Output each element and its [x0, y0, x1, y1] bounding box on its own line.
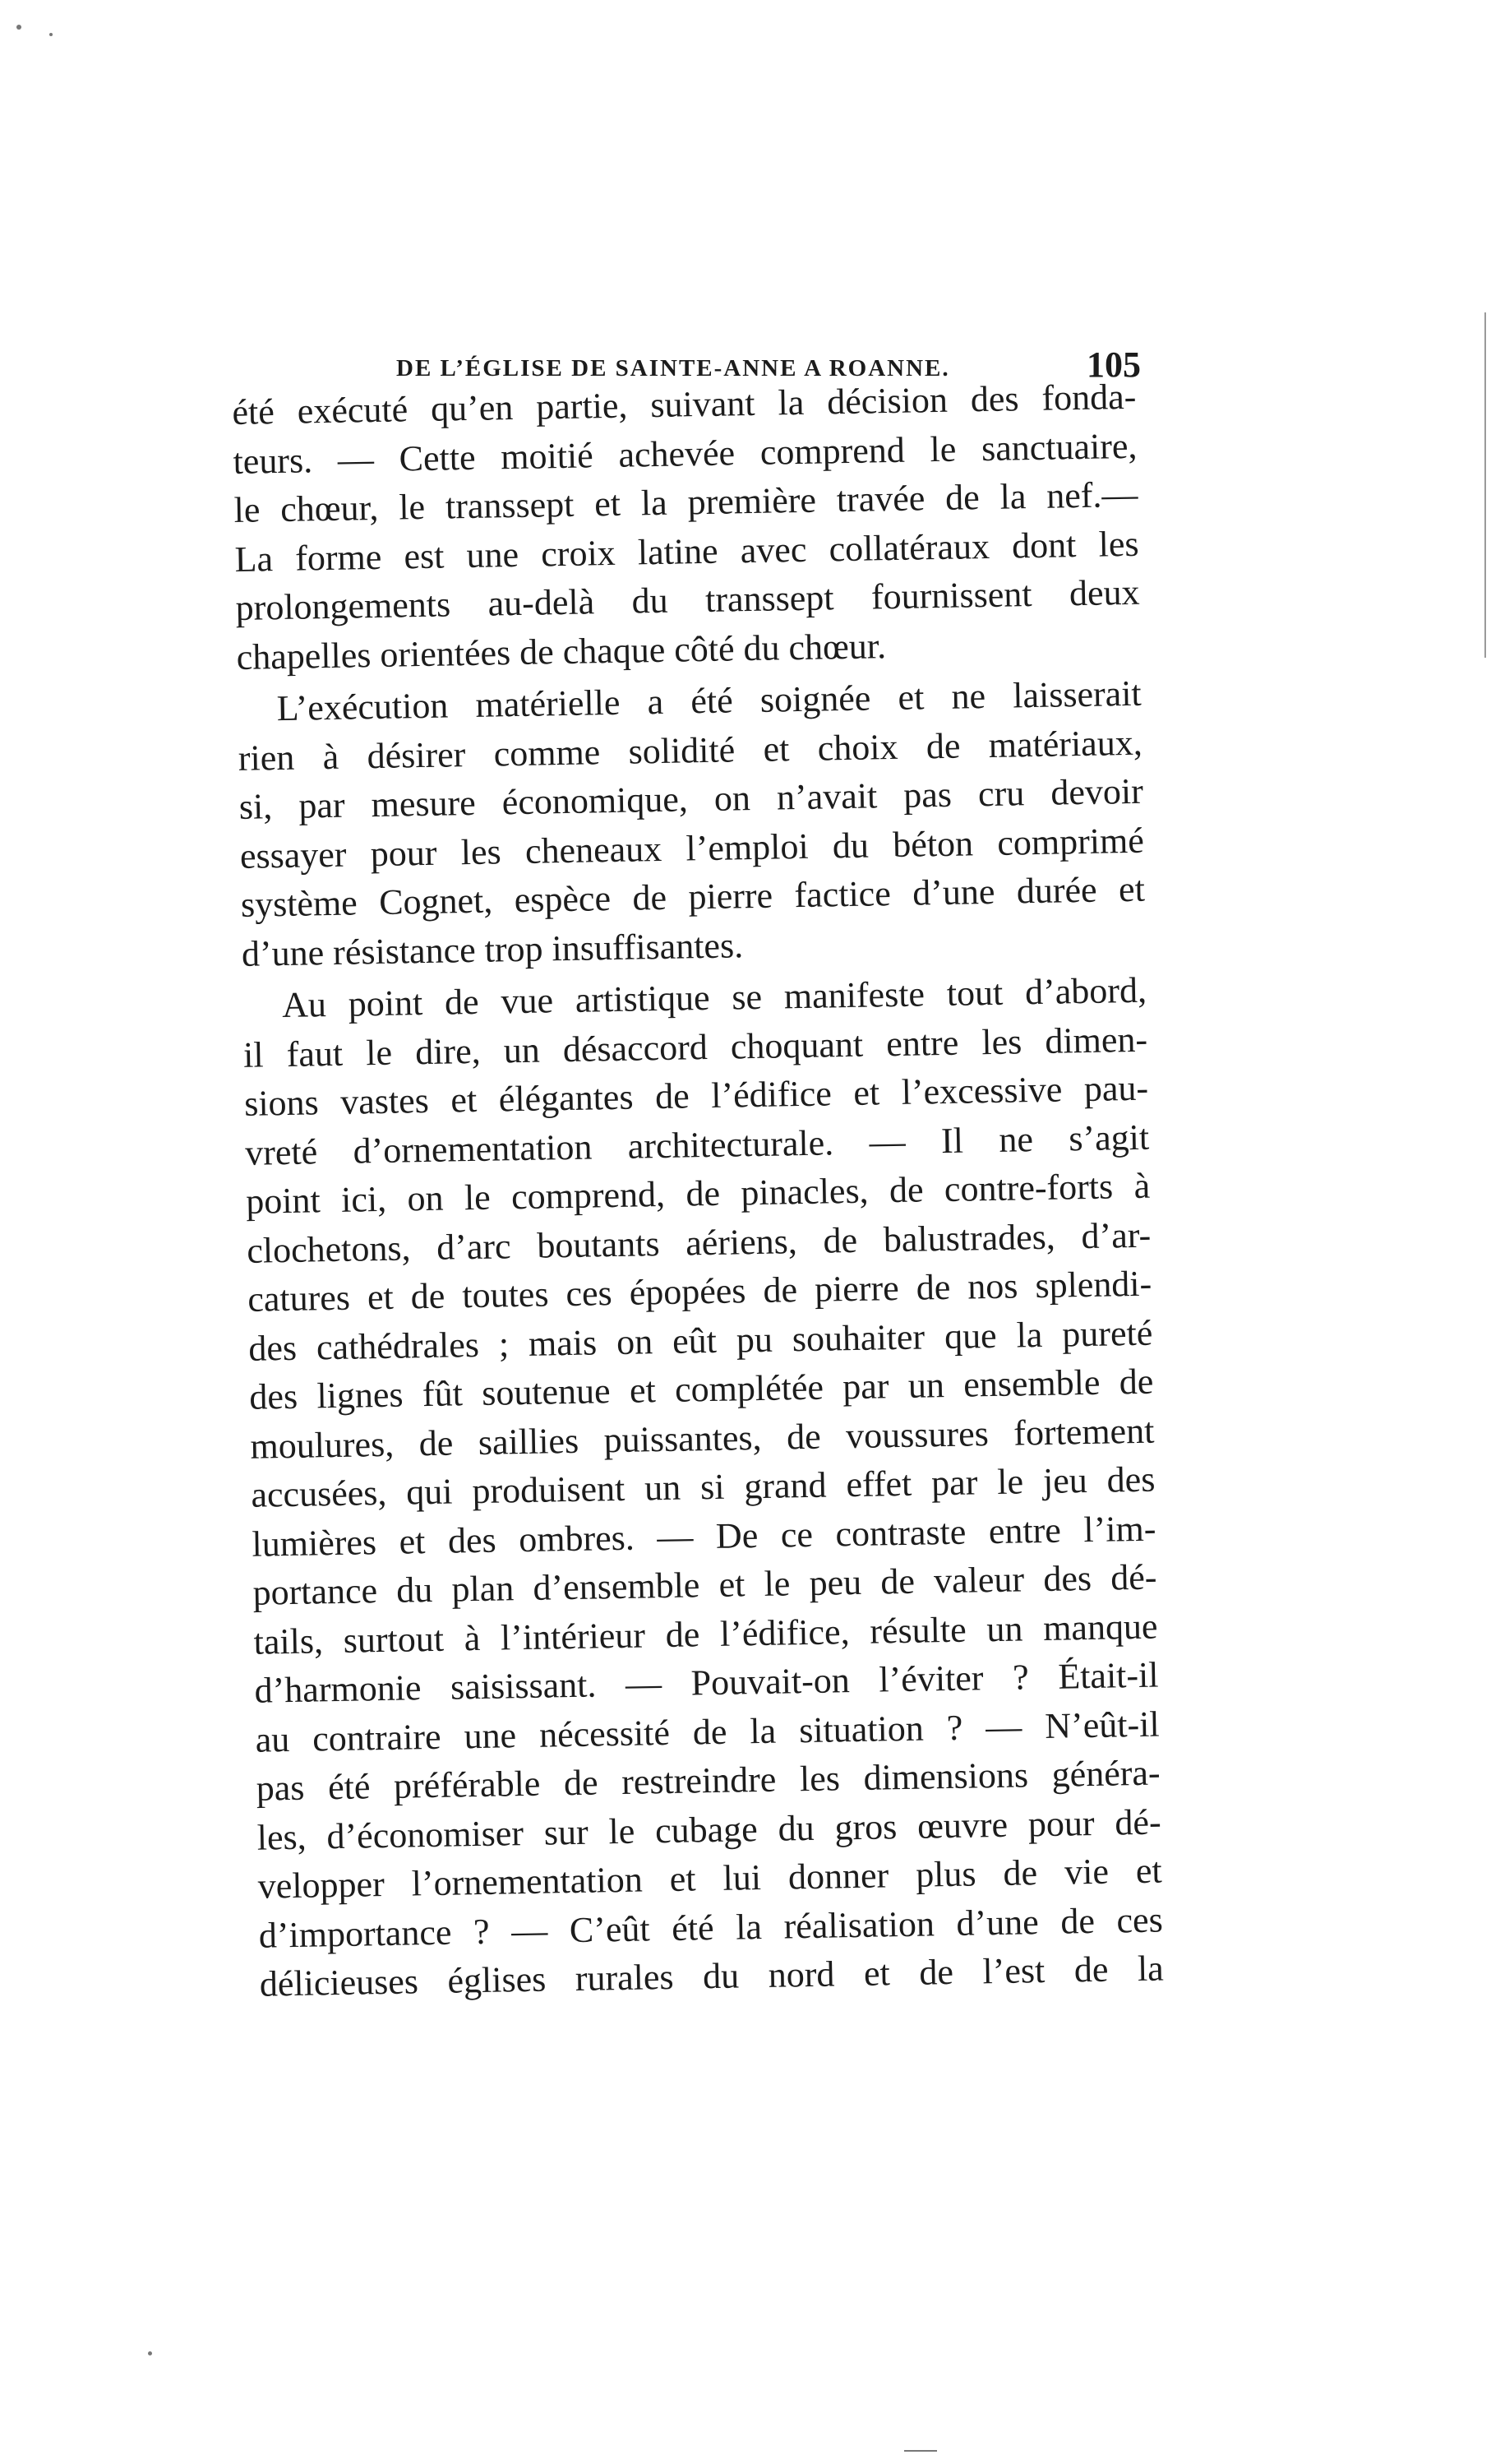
- text-line: système Cognet, espèce de pierre factice d’une durée et: [240, 868, 1146, 925]
- text-line: sions vastes et élégantes de l’édifice et l’excessive pau-: [243, 1067, 1149, 1124]
- paragraph: [237, 669, 1146, 978]
- text-line: si, par mesure économique, on n’avait pas cru devoir: [238, 770, 1144, 827]
- text-line: délicieuses églises rurales du nord et de l’est de la: [259, 1948, 1165, 2004]
- text-line: rien à désirer comme solidité et choix de matériaux,: [238, 722, 1143, 779]
- text-line: vreté d’ornementation architecturale. — Il ne s’agit: [244, 1116, 1150, 1173]
- running-title: DE L’ÉGLISE DE SAINTE-ANNE A ROANNE.: [396, 355, 950, 381]
- text-line: moulures, de saillies puissantes, de voussures fortement: [250, 1410, 1155, 1467]
- paragraph: [232, 372, 1141, 682]
- scan-speck: [16, 25, 21, 30]
- text-line: au contraire une nécessité de la situation ? — N’eût-il: [255, 1704, 1160, 1760]
- text-line: accusées, qui produisent un si grand effet par le jeu des: [251, 1459, 1156, 1515]
- text-line: portance du plan d’ensemble et le peu de valeur des dé-: [252, 1556, 1157, 1613]
- body-text: [232, 372, 1164, 2009]
- text-line: d’une résistance trop insuffisantes.: [241, 924, 744, 974]
- text-line: des cathédrales ; mais on eût pu souhaiter que la pureté: [247, 1312, 1153, 1369]
- text-line: été exécuté qu’en partie, suivant la décision des fonda-: [232, 376, 1137, 432]
- scan-margin-line: [1484, 312, 1486, 658]
- text-line: teurs. — Cette moitié achevée comprend le sanctuaire,: [233, 425, 1138, 482]
- text-line: prolongements au-delà du transsept fournissent deux: [235, 571, 1140, 628]
- scan-speck: [904, 2450, 937, 2452]
- text-line: Au point de vue artistique se manifeste tout d’abord,: [281, 969, 1147, 1026]
- text-line: pas été préférable de restreindre les dimensions généra-: [256, 1752, 1161, 1809]
- text-line: lumières et des ombres. — De ce contraste entre l’im-: [252, 1508, 1156, 1565]
- text-line: d’harmonie saisissant. — Pouvait-on l’éviter ? Était-il: [254, 1654, 1159, 1711]
- text-line: chapelles orientées de chaque côté du chœur.: [236, 625, 887, 677]
- text-line: il faut le dire, un désaccord choquant entre les dimen-: [242, 1019, 1148, 1075]
- text-line: clochetons, d’arc boutants aériens, de balustrades, d’ar-: [246, 1214, 1152, 1271]
- page-number: 105: [1087, 344, 1141, 385]
- text-line: les, d’économiser sur le cubage du gros œuvre pour dé-: [256, 1801, 1162, 1858]
- text-line: velopper l’ornementation et lui donner plus de vie et: [257, 1850, 1163, 1907]
- text-line: La forme est une croix latine avec collatéraux dont les: [234, 523, 1139, 580]
- scan-speck: [148, 2351, 152, 2355]
- text-line: le chœur, le transsept et la première travée de la nef.—: [233, 474, 1138, 530]
- text-line: L’exécution matérielle a été soignée et ne laisserait: [276, 673, 1142, 729]
- text-line: des lignes fût soutenue et complétée par un ensemble de: [248, 1361, 1154, 1417]
- text-line: point ici, on le comprend, de pinacles, de contre-forts à: [245, 1165, 1151, 1222]
- text-line: catures et de toutes ces épopées de pierre de nos splendi-: [247, 1263, 1152, 1320]
- text-line: essayer pour les cheneaux l’emploi du béton comprimé: [239, 820, 1145, 876]
- paragraph: [242, 966, 1165, 2009]
- text-line: d’importance ? — C’eût été la réalisation d’une de ces: [258, 1899, 1164, 1956]
- scan-speck: [49, 33, 53, 36]
- text-line: tails, surtout à l’intérieur de l’édifice, résulte un manque: [253, 1606, 1158, 1662]
